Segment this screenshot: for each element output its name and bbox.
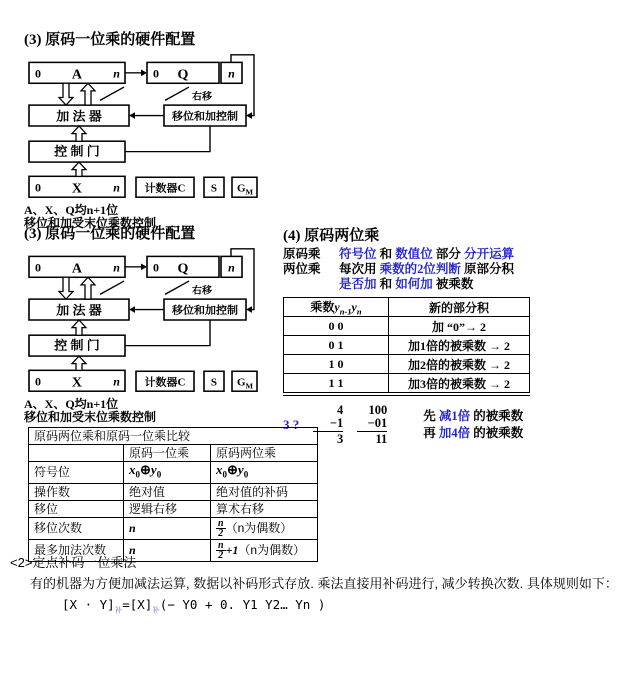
def-part: 乘数的2位判断: [379, 262, 461, 276]
partial-product-cell: 加 “0”→ 2: [389, 317, 530, 336]
q-feedback-arrowhead: [246, 112, 252, 119]
y-subscript: n: [356, 306, 362, 317]
comparison-title-row: [29, 428, 318, 445]
adder-label: 加 法 器: [56, 109, 102, 124]
bu-subscript: 补: [114, 605, 123, 615]
diagram-title: (3) 原码一位乘的硬件配置: [24, 32, 196, 48]
reg-a-0: 0: [35, 67, 41, 81]
decimal-bot: 3: [337, 432, 344, 447]
condition-suffix: （n为偶数）: [225, 520, 293, 535]
decimal-mid: −1: [313, 417, 343, 432]
partial-product-cell: 加2倍的被乘数 → 2: [389, 355, 530, 374]
fraction: [216, 519, 226, 538]
multiplier-bits-cell: 0 0: [284, 317, 389, 336]
bu-subscript: 补: [152, 605, 160, 615]
y-sub: 0: [156, 469, 162, 480]
reg-q-n: n: [228, 261, 235, 275]
a-down-arrow: [59, 83, 73, 105]
example-explanation: [423, 408, 523, 442]
reg-x-n: n: [113, 375, 120, 389]
register-x: [29, 370, 125, 391]
plus-one: +1: [225, 542, 239, 557]
shift-row: [29, 500, 318, 517]
def-label-yuanmacheng: 原码乘: [283, 247, 321, 261]
def-part: 符号位: [339, 247, 377, 261]
register-q: [147, 256, 242, 277]
complement-paragraph: 有的机器为方便加减法运算, 数据以补码形式存放. 乘法直接用补码进行, 减少转换次数. 具体规则如下：: [30, 576, 618, 591]
section4-title: (4) 原码两位乘: [283, 228, 380, 244]
def-label-liangweicheng: 两位乘: [283, 262, 321, 276]
operand-row: [29, 483, 318, 500]
x-up-arrow: [72, 162, 86, 176]
shift-add-control-box: [164, 105, 246, 126]
diagram-caption-2: 移位和加受末位乘数控制: [24, 410, 157, 424]
gate-up-arrow: [72, 126, 86, 141]
right-shift-label: 右移: [192, 91, 212, 103]
register-a: [29, 256, 125, 277]
def-row-1: [283, 247, 639, 262]
y-subscript: n-1: [339, 306, 352, 317]
shift-slash-a: [100, 281, 124, 294]
shift-slash-a: [100, 87, 124, 100]
binary-mid: −01: [357, 417, 387, 432]
ctrl-to-adder-arrowhead: [129, 112, 135, 119]
reg-q-label: Q: [177, 66, 189, 82]
multiplier-bits-table: [283, 297, 530, 396]
shift-b: 算术右移: [211, 500, 318, 517]
counter-box: [136, 371, 194, 391]
sign-formula-a: [124, 462, 211, 484]
gm-flag-box: [232, 177, 257, 197]
adder-up-arrow: [81, 277, 95, 299]
register-q: [147, 62, 242, 83]
gm-flag-label: $G_M$: [237, 376, 254, 391]
a-to-q-arrowhead: [141, 70, 147, 77]
fraction-denominator: 2: [218, 527, 224, 539]
counter-label: 计数器C: [144, 376, 186, 389]
table-header-row: [284, 298, 530, 317]
def-part: 数值位: [395, 247, 433, 261]
reg-a-n: n: [113, 67, 120, 81]
x-var: x: [129, 462, 136, 477]
comparison-header-row: [29, 445, 318, 462]
row-label: 操作数: [29, 483, 124, 500]
explanation-line-2: [423, 425, 523, 442]
gm-flag-label: $G_M$: [237, 182, 254, 197]
row-label: 符号位: [29, 462, 124, 484]
xor-operator: ⊕: [227, 462, 238, 477]
complement-heading: <2>定点补码一位乘法: [10, 555, 137, 570]
def-part: 原部分积: [460, 262, 515, 276]
def-part: 部分: [432, 247, 465, 261]
gm-flag-box: [232, 371, 257, 391]
fraction-numerator: n: [218, 539, 224, 551]
s-flag-label: S: [210, 376, 218, 389]
header-text: 乘数: [310, 300, 335, 314]
def-part: 和: [376, 247, 396, 261]
reg-q-label: Q: [177, 260, 189, 276]
fraction-denominator: 2: [218, 549, 224, 561]
shift-count-a: n: [124, 517, 211, 539]
y-symbol: y: [351, 300, 357, 314]
reg-a-label: A: [71, 260, 83, 276]
header-new-partial-product: 新的部分积: [389, 298, 530, 317]
header-multiplier-bits: [284, 298, 389, 317]
formula-part: (− Y0 + 0. Y1 Y2… Yn ): [159, 597, 326, 612]
y-var: y: [237, 462, 244, 477]
shift-add-control-label: 移位和加控制: [172, 304, 238, 317]
section-two-bit-multiply: [283, 224, 639, 446]
x-var: x: [216, 462, 223, 477]
shift-slash-q: [165, 87, 189, 100]
right-shift-label: 右移: [192, 285, 212, 297]
row-label: 最多加法次数: [29, 539, 124, 561]
text-part: 先: [423, 409, 439, 424]
table-row: [284, 374, 530, 395]
example-prompt: 3 ?: [283, 417, 300, 433]
control-gate-label: 控 制 门: [54, 338, 100, 353]
reg-a-n: n: [113, 261, 120, 275]
partial-product-cell: 加3倍的被乘数 → 2: [389, 374, 530, 395]
hw-diagram-figure: [24, 51, 260, 201]
table-row: [284, 355, 530, 374]
shift-count-b: [211, 517, 318, 539]
explanation-line-1: [423, 408, 523, 425]
shift-add-control-box: [164, 299, 246, 320]
register-x: [29, 176, 125, 197]
y-symbol: y: [334, 300, 340, 314]
table-row: [284, 317, 530, 336]
def-part: 分开运算: [464, 247, 515, 261]
hw-diagram-figure: [24, 245, 260, 395]
def-part: 和: [376, 277, 396, 291]
gate-to-ctrl-line: [125, 126, 210, 152]
reg-q-0: 0: [153, 67, 159, 81]
reg-a-label: A: [71, 66, 83, 82]
adder-up-arrow: [81, 83, 95, 105]
diagram-title: (3) 原码一位乘的硬件配置: [24, 226, 196, 242]
xor-operator: ⊕: [140, 462, 151, 477]
shift-add-control-label: 移位和加控制: [172, 110, 238, 123]
formula-part: =[X]: [122, 597, 153, 612]
complement-formula: [62, 597, 638, 616]
reg-a-0: 0: [35, 261, 41, 275]
adder-label: 加 法 器: [56, 303, 102, 318]
x-up-arrow: [72, 356, 86, 370]
sign-bit-row: [29, 462, 318, 484]
text-part-blue: 减1倍: [438, 409, 471, 424]
table-row: [284, 336, 530, 355]
one-bit-header: 原码一位乘: [124, 445, 211, 462]
def-part: 如何加: [395, 277, 433, 291]
x-sub: 0: [135, 469, 140, 480]
row-label: 移位次数: [29, 517, 124, 539]
operand-b: 绝对值的补码: [211, 483, 318, 500]
reg-q-n: n: [228, 67, 235, 81]
row-label: 移位: [29, 500, 124, 517]
diagram-caption-1: A、X、Q均n+1位: [24, 203, 119, 217]
sign-formula-b: [211, 462, 318, 484]
reg-x-n: n: [113, 181, 120, 195]
text-part: 的被乘数: [470, 409, 524, 424]
adder-box: [29, 105, 129, 126]
formula-part: [X · Y]: [62, 597, 115, 612]
hw-diagram-block-2: [24, 222, 260, 424]
comparison-title: 原码两位乘和原码一位乘比较: [29, 428, 318, 445]
adder-box: [29, 299, 129, 320]
reg-x-0: 0: [35, 181, 41, 195]
reg-x-label: X: [71, 180, 83, 196]
binary-top: 100: [368, 403, 388, 418]
control-gate-box: [29, 335, 125, 356]
control-gate-label: 控 制 门: [54, 144, 100, 159]
a-down-arrow: [59, 277, 73, 299]
q-feedback-arrowhead: [246, 306, 252, 313]
gate-to-ctrl-line: [125, 320, 210, 346]
y-sub: 0: [243, 469, 249, 480]
def-part: 每次用: [339, 262, 380, 276]
fraction-numerator: n: [218, 517, 224, 529]
def-part: 是否加: [339, 277, 377, 291]
multiplier-bits-cell: 1 0: [284, 355, 389, 374]
times3-example: [283, 404, 639, 446]
reg-x-label: X: [71, 374, 83, 390]
control-gate-box: [29, 141, 125, 162]
multiplier-bits-cell: 1 1: [284, 374, 389, 395]
counter-label: 计数器C: [144, 182, 186, 195]
counter-box: [136, 177, 194, 197]
reg-x-0: 0: [35, 375, 41, 389]
s-flag-label: S: [210, 182, 218, 195]
two-bit-header: 原码两位乘: [211, 445, 318, 462]
hw-diagram-block-1: [24, 28, 260, 230]
comparison-table: [28, 427, 318, 562]
text-part: 再: [423, 426, 439, 441]
binary-column: [357, 404, 387, 446]
register-a: [29, 62, 125, 83]
def-part: 被乘数: [432, 277, 474, 291]
def-row-2: [283, 262, 639, 277]
text-part-blue: 加4倍: [438, 426, 471, 441]
empty-header-cell: [29, 445, 124, 462]
reg-q-0: 0: [153, 261, 159, 275]
y-var: y: [150, 462, 157, 477]
max-add-a: n: [124, 539, 211, 561]
shift-a: 逻辑右移: [124, 500, 211, 517]
diagram-caption-2: 移位和加受末位乘数控制: [24, 216, 157, 230]
partial-product-cell: 加1倍的被乘数 → 2: [389, 336, 530, 355]
gate-up-arrow: [72, 320, 86, 335]
text-part: 的被乘数: [470, 426, 524, 441]
x-sub: 0: [222, 469, 227, 480]
binary-bot: 11: [375, 432, 388, 447]
s-flag-box: [204, 177, 224, 197]
a-to-q-arrowhead: [141, 264, 147, 271]
s-flag-box: [204, 371, 224, 391]
operand-a: 绝对值: [124, 483, 211, 500]
decimal-top: 4: [337, 403, 344, 418]
diagram-caption-1: A、X、Q均n+1位: [24, 397, 119, 411]
def-row-3: [283, 277, 639, 292]
shift-count-row: [29, 517, 318, 539]
ctrl-to-adder-arrowhead: [129, 306, 135, 313]
multiplier-bits-cell: 0 1: [284, 336, 389, 355]
shift-slash-q: [165, 281, 189, 294]
condition-suffix: （n为偶数）: [238, 542, 306, 557]
